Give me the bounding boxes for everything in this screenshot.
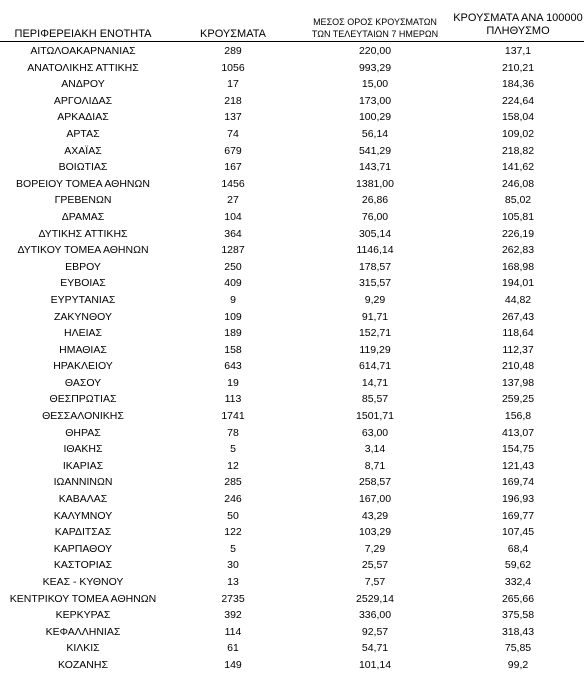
- cell-cases-per-100000: 109,02: [501, 127, 535, 140]
- cell-seven-day-average: 143,71: [358, 161, 392, 174]
- cell-region: ΑΡΚΑΔΙΑΣ: [57, 111, 109, 124]
- table-row: [0, 425, 584, 442]
- cell-seven-day-average: 614,71: [358, 360, 392, 373]
- cell-seven-day-average: 63,00: [361, 426, 389, 439]
- cell-cases-per-100000: 112,37: [502, 343, 534, 356]
- cell-region: ΒΟΙΩΤΙΑΣ: [58, 161, 108, 174]
- cell-cases: 5: [230, 542, 236, 555]
- table-row: [0, 109, 584, 126]
- cell-cases: 285: [224, 476, 242, 489]
- table-row: [0, 541, 584, 558]
- table-row: [0, 226, 584, 243]
- cell-cases-per-100000: 121,43: [501, 459, 535, 472]
- cell-cases: 30: [227, 559, 239, 572]
- cell-cases-per-100000: 218,82: [501, 144, 535, 157]
- table-row: [0, 325, 584, 342]
- cell-seven-day-average: 91,71: [361, 310, 389, 323]
- cell-cases: 78: [227, 426, 239, 439]
- cell-seven-day-average: 85,57: [361, 393, 389, 406]
- cell-cases: 149: [224, 658, 242, 671]
- cell-seven-day-average: 101,14: [358, 658, 392, 671]
- cell-cases: 50: [227, 509, 239, 522]
- cell-cases-per-100000: 169,74: [501, 476, 535, 489]
- table-row: [0, 574, 584, 591]
- cell-seven-day-average: 103,29: [358, 526, 392, 539]
- cell-cases: 1456: [221, 177, 245, 190]
- cell-seven-day-average: 76,00: [361, 210, 389, 223]
- cell-cases: 61: [227, 642, 239, 655]
- cell-cases-per-100000: 137,1: [504, 45, 532, 57]
- cell-cases-per-100000: 141,62: [501, 161, 535, 174]
- cell-seven-day-average: 25,57: [361, 559, 389, 572]
- cell-cases-per-100000: 196,93: [501, 493, 535, 506]
- cell-region: ΑΡΤΑΣ: [66, 127, 100, 140]
- cell-region: ΕΒΡΟΥ: [65, 260, 101, 273]
- cell-seven-day-average: 220,00: [358, 45, 392, 57]
- header-cases-per-100000: [452, 12, 584, 38]
- cell-seven-day-average: 152,71: [358, 327, 392, 340]
- table-row: [0, 458, 584, 475]
- table-row: [0, 242, 584, 259]
- cell-cases-per-100000: 158,04: [501, 111, 535, 124]
- cell-region: ΚΕΡΚΥΡΑΣ: [55, 609, 111, 622]
- header-per-line1: ΚΡΟΥΣΜΑΤΑ ΑΝΑ 100000: [453, 12, 583, 24]
- cell-seven-day-average: 178,57: [358, 260, 392, 273]
- cell-cases: 12: [227, 459, 239, 472]
- cell-cases: 218: [224, 94, 242, 107]
- cell-cases: 392: [224, 609, 242, 622]
- cell-region: ΔΥΤΙΚΟΥ ΤΟΜΕΑ ΑΘΗΝΩΝ: [17, 244, 149, 257]
- table-row: [0, 391, 584, 408]
- cell-cases-per-100000: 332,4: [504, 576, 532, 588]
- header-cases: ΚΡΟΥΣΜΑΤΑ: [200, 28, 266, 40]
- cell-cases-per-100000: 85,02: [504, 194, 532, 207]
- cell-region: ΘΕΣΠΡΩΤΙΑΣ: [49, 393, 117, 406]
- cell-region: ΕΥΒΟΙΑΣ: [60, 277, 106, 290]
- cell-region: ΙΚΑΡΙΑΣ: [62, 459, 104, 472]
- cell-seven-day-average: 993,29: [358, 61, 392, 74]
- cell-region: ΚΑΡΔΙΤΣΑΣ: [54, 526, 112, 539]
- table-row: [0, 292, 584, 309]
- cell-cases: 9: [230, 293, 236, 306]
- cell-cases-per-100000: 210,48: [501, 360, 535, 373]
- cell-cases-per-100000: 99,2: [507, 658, 529, 671]
- cell-cases: 679: [224, 144, 242, 157]
- cell-cases: 19: [227, 376, 239, 389]
- cell-seven-day-average: 8,71: [364, 459, 386, 472]
- header-avg-line1: ΜΕΣΟΣ ΟΡΟΣ ΚΡΟΥΣΜΑΤΩΝ: [313, 17, 437, 27]
- cell-region: ΗΡΑΚΛΕΙΟΥ: [53, 360, 113, 373]
- cell-region: ΑΧΑΪΑΣ: [64, 144, 102, 157]
- table-row: [0, 607, 584, 624]
- cell-region: ΚΙΛΚΙΣ: [66, 642, 100, 655]
- table-row: [0, 159, 584, 176]
- cell-cases-per-100000: 154,75: [501, 443, 535, 456]
- header-per-line2: ΠΛΗΘΥΣΜΟ: [486, 25, 550, 37]
- table-row: [0, 309, 584, 326]
- table-row: [0, 408, 584, 425]
- table-row: [0, 259, 584, 276]
- cell-region: ΑΝΔΡΟΥ: [61, 78, 105, 91]
- cell-cases: 289: [224, 45, 242, 57]
- cell-region: ΖΑΚΥΝΘΟΥ: [53, 310, 112, 323]
- cell-cases-per-100000: 224,64: [501, 94, 535, 107]
- header-seven-day-average: [290, 16, 460, 40]
- cell-cases: 167: [224, 161, 242, 174]
- cell-region: ΚΑΡΠΑΘΟΥ: [53, 542, 113, 555]
- cell-seven-day-average: 26,86: [361, 194, 389, 207]
- cell-cases: 114: [224, 625, 242, 638]
- cell-seven-day-average: 3,14: [364, 443, 386, 456]
- table-row: [0, 524, 584, 541]
- cell-region: ΓΡΕΒΕΝΩΝ: [54, 194, 112, 207]
- cell-seven-day-average: 119,29: [359, 343, 391, 356]
- table-row: [0, 624, 584, 641]
- cell-cases: 27: [227, 194, 239, 207]
- cell-cases: 1741: [221, 410, 245, 423]
- cell-cases: 364: [224, 227, 242, 240]
- cell-cases-per-100000: 375,58: [501, 609, 535, 622]
- cell-seven-day-average: 56,14: [361, 127, 389, 140]
- cell-seven-day-average: 43,29: [361, 509, 389, 522]
- cell-cases: 13: [227, 576, 239, 588]
- cell-cases: 1056: [221, 61, 245, 74]
- cell-cases-per-100000: 265,66: [501, 592, 535, 605]
- cell-cases: 643: [224, 360, 242, 373]
- cell-cases-per-100000: 262,83: [501, 244, 535, 257]
- cell-cases-per-100000: 107,45: [501, 526, 535, 539]
- cell-seven-day-average: 167,00: [358, 493, 392, 506]
- cell-cases-per-100000: 68,4: [507, 542, 529, 555]
- cell-seven-day-average: 14,71: [361, 376, 389, 389]
- cell-cases: 246: [224, 493, 242, 506]
- cell-seven-day-average: 1501,71: [356, 410, 394, 423]
- cell-cases-per-100000: 246,08: [501, 177, 535, 190]
- cell-region: ΘΕΣΣΑΛΟΝΙΚΗΣ: [42, 410, 124, 423]
- cell-seven-day-average: 9,29: [364, 293, 386, 306]
- cell-region: ΚΑΣΤΟΡΙΑΣ: [53, 559, 113, 572]
- table-row: [0, 60, 584, 77]
- table-row: [0, 93, 584, 110]
- cell-cases-per-100000: 194,01: [501, 277, 535, 290]
- table-row: [0, 640, 584, 657]
- cell-seven-day-average: 7,57: [364, 576, 386, 588]
- header-underline: [0, 41, 584, 42]
- cell-cases-per-100000: 169,77: [501, 509, 535, 522]
- cell-region: ΙΩΑΝΝΙΝΩΝ: [53, 476, 113, 489]
- table-row: [0, 43, 584, 60]
- cell-seven-day-average: 541,29: [358, 144, 392, 157]
- cell-region: ΕΥΡΥΤΑΝΙΑΣ: [50, 293, 116, 306]
- cell-seven-day-average: 54,71: [361, 642, 389, 655]
- cell-region: ΑΙΤΩΛΟΑΚΑΡΝΑΝΙΑΣ: [30, 45, 136, 57]
- table-row: [0, 491, 584, 508]
- cell-region: ΗΛΕΙΑΣ: [63, 327, 102, 340]
- table-row: [0, 657, 584, 674]
- cell-cases-per-100000: 75,85: [504, 642, 532, 655]
- cell-cases-per-100000: 210,21: [501, 61, 535, 74]
- cell-region: ΚΕΦΑΛΛΗΝΙΑΣ: [45, 625, 121, 638]
- cell-seven-day-average: 173,00: [358, 94, 392, 107]
- cell-cases: 109: [224, 310, 242, 323]
- cell-seven-day-average: 315,57: [358, 277, 392, 290]
- cell-cases: 409: [224, 277, 242, 290]
- cell-cases: 137: [224, 111, 242, 124]
- table-row: [0, 126, 584, 143]
- cell-cases-per-100000: 413,07: [501, 426, 535, 439]
- cell-seven-day-average: 336,00: [358, 609, 392, 622]
- cell-region: ΚΕΝΤΡΙΚΟΥ ΤΟΜΕΑ ΑΘΗΝΩΝ: [9, 592, 157, 605]
- cell-region: ΘΑΣΟΥ: [64, 376, 102, 389]
- cell-cases-per-100000: 318,43: [501, 625, 535, 638]
- table-row: [0, 441, 584, 458]
- cell-seven-day-average: 305,14: [358, 227, 392, 240]
- table-row: [0, 275, 584, 292]
- cell-region: ΗΜΑΘΙΑΣ: [59, 343, 107, 356]
- cell-cases: 189: [224, 327, 242, 340]
- cell-region: ΚΟΖΑΝΗΣ: [58, 658, 108, 671]
- cell-cases: 250: [224, 260, 242, 273]
- cell-seven-day-average: 258,57: [358, 476, 392, 489]
- table-row: [0, 192, 584, 209]
- cell-cases: 158: [224, 343, 242, 356]
- cell-cases: 122: [224, 526, 242, 539]
- cell-seven-day-average: 92,57: [361, 625, 389, 638]
- cell-region: ΚΕΑΣ - ΚΥΘΝΟΥ: [42, 576, 124, 588]
- table-row: [0, 474, 584, 491]
- table-row: [0, 358, 584, 375]
- header-avg-line2: ΤΩΝ ΤΕΛΕΥΤΑΙΩΝ 7 ΗΜΕΡΩΝ: [311, 29, 439, 39]
- table-row: [0, 375, 584, 392]
- cell-seven-day-average: 2529,14: [356, 592, 394, 605]
- cell-cases-per-100000: 259,25: [501, 393, 535, 406]
- table-row: [0, 508, 584, 525]
- cell-cases-per-100000: 267,43: [501, 310, 535, 323]
- cell-region: ΚΑΛΥΜΝΟΥ: [53, 509, 113, 522]
- cell-region: ΑΝΑΤΟΛΙΚΗΣ ΑΤΤΙΚΗΣ: [27, 61, 139, 74]
- cell-region: ΑΡΓΟΛΙΔΑΣ: [53, 94, 113, 107]
- cell-cases-per-100000: 137,98: [501, 376, 535, 389]
- cell-cases-per-100000: 226,19: [501, 227, 535, 240]
- cell-cases-per-100000: 184,36: [501, 78, 535, 91]
- cell-cases-per-100000: 59,62: [504, 559, 532, 572]
- table-row: [0, 557, 584, 574]
- cell-seven-day-average: 1146,14: [356, 244, 394, 257]
- cell-cases-per-100000: 156,8: [504, 410, 532, 423]
- cell-cases: 17: [227, 78, 239, 91]
- cell-cases-per-100000: 44,82: [504, 293, 532, 306]
- cell-seven-day-average: 1381,00: [356, 177, 394, 190]
- cell-region: ΔΡΑΜΑΣ: [61, 210, 105, 223]
- cell-cases: 2735: [221, 592, 245, 605]
- cell-cases-per-100000: 168,98: [501, 260, 535, 273]
- cell-cases: 1287: [221, 244, 245, 257]
- table-body: [0, 43, 584, 674]
- cell-cases-per-100000: 118,64: [502, 327, 534, 340]
- cell-cases: 113: [224, 393, 242, 406]
- table-row: [0, 76, 584, 93]
- cell-region: ΘΗΡΑΣ: [65, 426, 101, 439]
- cell-region: ΒΟΡΕΙΟΥ ΤΟΜΕΑ ΑΘΗΝΩΝ: [16, 177, 150, 190]
- table-row: [0, 176, 584, 193]
- cell-cases: 5: [230, 443, 236, 456]
- cell-region: ΚΑΒΑΛΑΣ: [58, 493, 108, 506]
- cell-cases: 74: [227, 127, 239, 140]
- table-row: [0, 342, 584, 359]
- table-row: [0, 591, 584, 608]
- cell-cases-per-100000: 105,81: [501, 210, 535, 223]
- cell-seven-day-average: 7,29: [364, 542, 386, 555]
- cell-region: ΙΘΑΚΗΣ: [63, 443, 103, 456]
- cell-seven-day-average: 100,29: [358, 111, 392, 124]
- table-row: [0, 209, 584, 226]
- table-row: [0, 143, 584, 160]
- header-region: ΠΕΡΙΦΕΡΕΙΑΚΗ ΕΝΟΤΗΤΑ: [14, 28, 152, 40]
- cell-cases: 104: [224, 210, 242, 223]
- cell-seven-day-average: 15,00: [361, 78, 389, 91]
- cell-region: ΔΥΤΙΚΗΣ ΑΤΤΙΚΗΣ: [38, 227, 128, 240]
